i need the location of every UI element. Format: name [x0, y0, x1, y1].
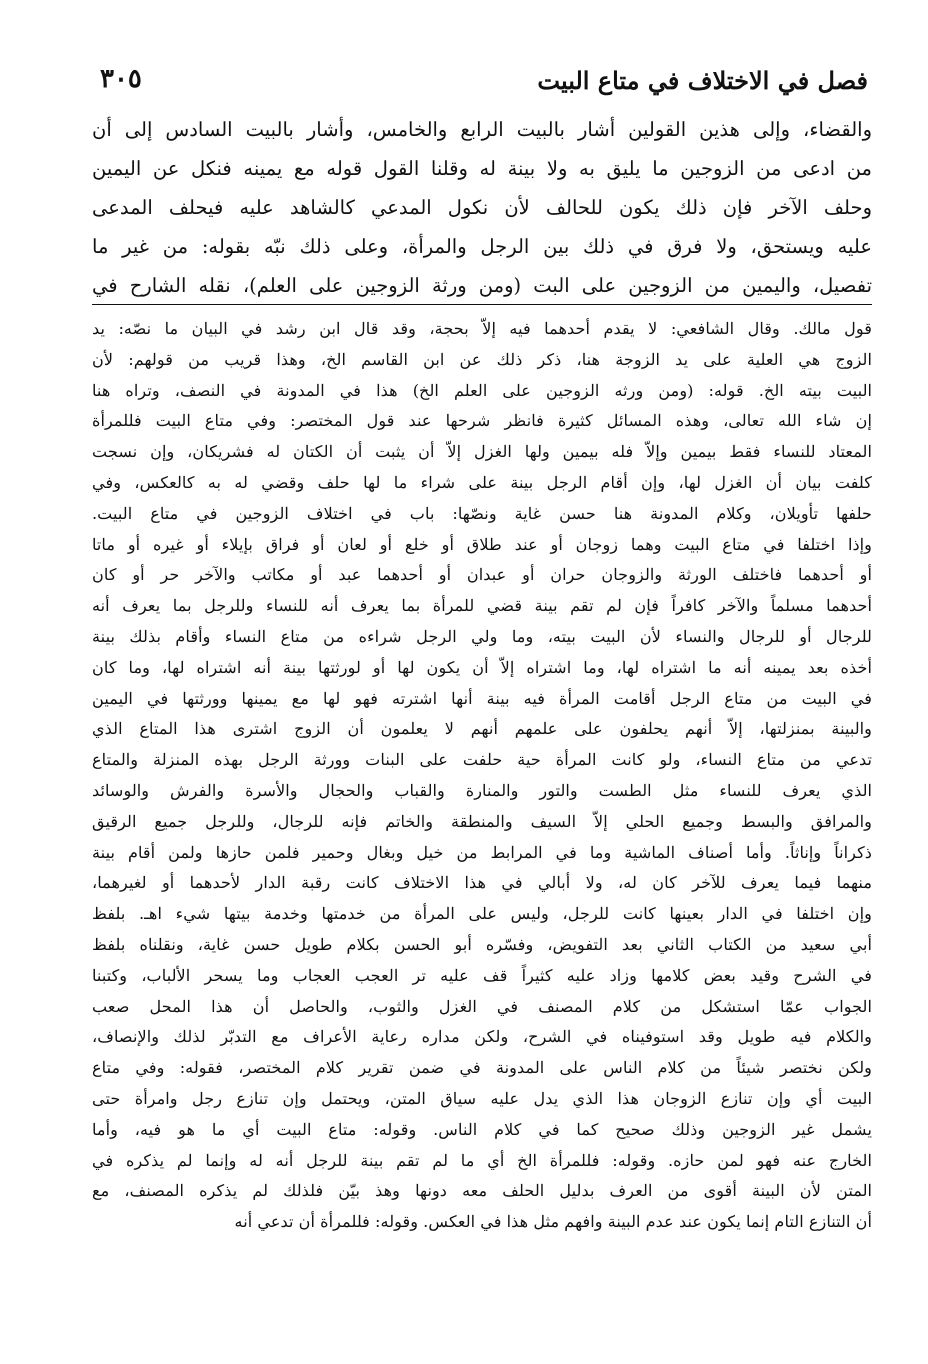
- footnote-line: تدعي من متاع النساء، ولو كانت المرأة حية حلفت على البنات وورثة الرجل بهذه المنزلة والمتاع: [92, 750, 872, 770]
- footnote-line: وإذا اختلفا في متاع البيت وهما زوجان أو عند طلاق أو خلع أو لعان أو فراق بإيلاء أو غيره أو ماتا: [92, 534, 872, 554]
- main-text: [92, 110, 872, 305]
- footnote-line: يشمل غير الزوجين وذلك صحيح كما في كلام الناس. وقوله: متاع البيت أي ما هو فيه، وأما: [92, 1119, 872, 1139]
- main-text-line: من ادعى من الزوجين ما يليق به ولا بينة له وقلنا القول قوله مع يمينه فنكل عن اليمين: [92, 157, 872, 180]
- footnote-line: الجواب عمّا استشكل من كلام المصنف في الغزل والثوب، والحاصل أن هذا المحل صعب: [92, 996, 872, 1016]
- footnote-line: إن شاء الله تعالى، وهذه المسائل كثيرة فانظر شرحها عند قول المختصر: وفي متاع البيت فللمرأة: [92, 411, 872, 431]
- footnote-line: والبينة بمنزلتها، إلاّ أنهم يحلفون على علمهم أنهم لا يعلمون أن الزوج اشترى هذا المتاع الذي: [92, 719, 872, 739]
- footnote-line: ذكراناً وإناثاً. وأما أصناف الماشية وما في المرابط من خيل وبغال وحمير فلمن حازها ولمن أقام بينة: [92, 842, 872, 862]
- footnotes: [92, 314, 872, 1238]
- footnote-separator: [92, 304, 872, 305]
- main-text-line: وحلف الآخر فإن ذلك يكون للحالف لأن نكول المدعي كالشاهد عليه فيحلف المدعى: [92, 196, 872, 219]
- main-text-line: والقضاء، وإلى هذين القولين أشار بالبيت الرابع والخامس، وأشار بالبيت السادس إلى أن: [92, 118, 872, 141]
- footnote-line: والكلام فيه طويل وقد استوفيناه في الشرح، ولكن مداره رعاية الأعراف مع التدبّر لذلك والإنصاف،: [92, 1027, 872, 1047]
- footnote-line: المعتاد للنساء فقط بيمين وإلاّ فله بيمين ولها الغزل إلاّ أن يثبت أن الكتان له فشريكان، وإن نسجت: [92, 442, 872, 462]
- page-number: ٣٠٥: [100, 64, 142, 94]
- footnote-line: الخارج عنه فهو لمن حازه. وقوله: فللمرأة الخ أي ما لم تقم بينة للرجل أنه له وإنما لم يذكره في: [92, 1150, 872, 1170]
- footnote-line: والمرافق والبسط وجميع الحلي إلاّ السيف والمنطقة والخاتم فإنه للرجال، وللرجل جميع الرقيق: [92, 811, 872, 831]
- footnote-line: أخذه بعد يمينه أنه ما اشتراه لها، وما اشتراه إلاّ أن يكون لها أو لورثتها بينة أنه اشتراه لها، وما كان: [92, 657, 872, 677]
- footnote-line: أن التنازع التام إنما يكون عند عدم البينة وافهم مثل هذا في العكس. وقوله: فللمرأة أن تدعي أنه: [234, 1212, 872, 1232]
- footnote-line: المتن لأن البينة أقوى من العرف بدليل الحلف معه دونها وهذ بيّن فلذلك لم يذكره المصنف، مع: [92, 1181, 872, 1201]
- footnote-line: وإن اختلفا في الدار بعينها كانت للرجل، وليس على المرأة من خدمتها وخدمة بيتها شيء اهـ. بلفظ: [92, 904, 872, 924]
- footnote-line: الذي يعرف للنساء مثل الطست والتور والمنارة والقباب والحجال والأسرة والفرش والوسائد: [92, 780, 872, 800]
- footnote-line: منهما فيما يعرف للآخر كان له، ولا أبالي في هذا الاختلاف كانت رقبة الدار لأحدهما أو لغيرهما،: [92, 873, 872, 893]
- footnote-line: في الشرح وقيد بعض كلامها وزاد عليه كثيراً قف عليه تر العجب العجاب وما يسحر الألباب، وكتبنا: [92, 965, 872, 985]
- main-text-line: عليه ويستحق، ولا فرق في ذلك بين الرجل والمرأة، وعلى ذلك نبّه بقوله: من غير ما: [92, 235, 872, 258]
- footnote-line: أبي سعيد من الكتاب الثاني بعد التفويض، وفسّره أبو الحسن بكلام طويل حسن غاية، ونقلناه بلفظ: [92, 934, 872, 954]
- footnote-line: البيت بيته الخ. قوله: (ومن ورثه الزوجين على العلم الخ) هذا في المدونة في النصف، وتراه هنا: [92, 380, 872, 400]
- footnote-line: الزوج هي العلية على يد الزوجة هنا، ذكر ذلك عن ابن القاسم الخ، وهذا قريب من قولهم: لأن: [92, 349, 872, 369]
- running-title: فصل في الاختلاف في متاع البيت: [537, 66, 868, 95]
- page-header: [92, 60, 872, 100]
- footnote-line: ولكن نختصر شيئاً من كلام الناس على المدونة في ضمن تقرير كلام المختصر، فقوله: وفي متاع: [92, 1058, 872, 1078]
- main-text-line: تفصيل، واليمين من الزوجين على البت (ومن ورثة الزوجين على العلم)، نقله الشارح في: [92, 274, 872, 297]
- footnote-line: للرجال أو للرجال والنساء لأن البيت بيته، وما ولي الرجل شراءه من متاع النساء وأقام بذلك بينة: [92, 626, 872, 646]
- footnote-line: قول مالك. وقال الشافعي: لا يقدم أحدهما فيه إلاّ بحجة، وقد قال ابن رشد في البيان ما نصّه: يد: [92, 319, 872, 338]
- footnote-line: أحدهما مسلماً والآخر كافراً فإن لم تقم بينة قضي للمرأة بما يعرف أنه للنساء وللرجل بما يعرف أنه: [92, 596, 872, 616]
- footnote-line: البيت أي وإن تنازع الزوجان هذا الذي يدل عليه سياق المتن، ويحتمل وإن تنازع رجل وامرأة حتى: [92, 1088, 872, 1108]
- footnote-line: كلفت بيان أن الغزل لها، وإن أقام الرجل بينة على شراء ما لها حلف وقضي له به كالعكس، وفي: [92, 472, 872, 492]
- footnote-line: أو أحدهما فاختلف الورثة والزوجان حران أو عبدان أو أحدهما عبد أو مكاتب والآخر حر أو كان: [92, 565, 872, 585]
- footnote-line: في البيت من متاع الرجل أقامت المرأة فيه بينة أنها اشترته فهو لها مع يمينها وورثتها في اليمين: [92, 688, 872, 708]
- book-page: [92, 52, 872, 1352]
- footnote-line: حلفها تأويلان، وكلام المدونة هنا حسن غاية ونصّها: باب في اختلاف الزوجين في متاع البيت.: [92, 503, 872, 523]
